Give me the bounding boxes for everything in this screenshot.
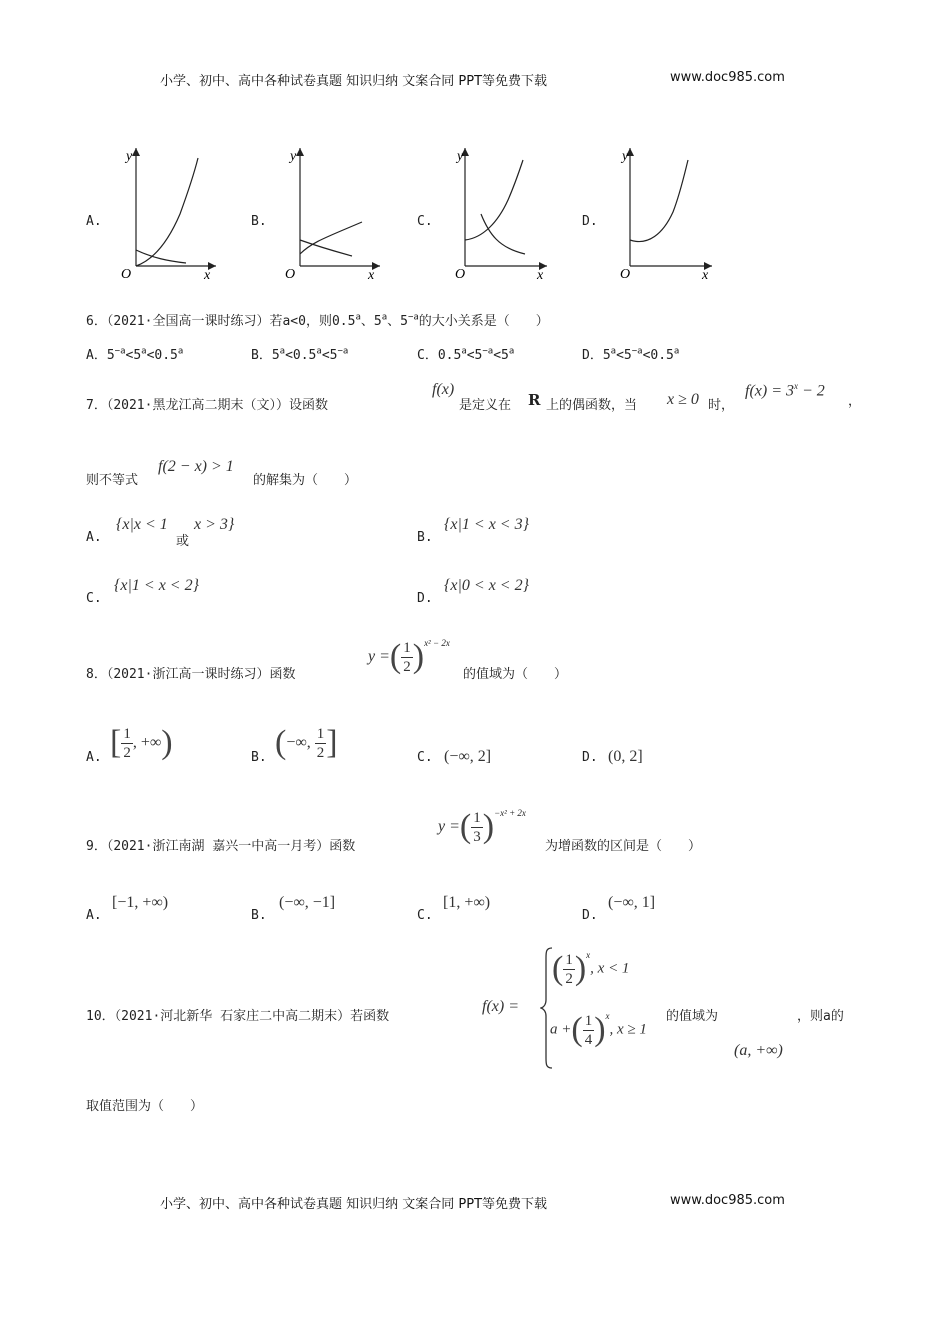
q5a-y-label: y [126,149,133,164]
q7-stem-head [86,394,328,413]
q9-option-c-label: C. [417,908,433,923]
q5a-x-label: x [204,268,211,280]
q7-line2-a: 则不等式 [86,473,139,488]
q7-option-a-label: A. [86,530,102,545]
footer-text: 小学、初中、高中各种试卷真题 知识归纳 文案合同 PPT等免费下载 [160,1197,548,1212]
q9-option-b-val: (−∞, −1] [279,894,336,911]
q8-option-a: [ $\frac{1}{2}$ , +∞) [110,724,173,761]
q6-option-b: B．$5^a<0.5^a<5^{-a}$ [251,346,349,363]
q7-stem-c: 上的偶函数，当 [546,398,638,413]
q8-formula: y =( $\frac{1}{2}$ )$^{x^2 - 2x}$ [368,638,450,675]
q5-option-c-label: C. [417,214,433,229]
q7-option-a-set-right: x > 3} [194,516,235,533]
q8-option-d-label: D. [582,750,598,765]
q6-option-d: D．$5^a<5^{-a}<0.5^a$ [582,346,680,363]
q9-option-c-val: [1, +∞) [443,894,491,911]
q10-stem-head: 10．（2021·河北新华 石家庄二中高二期末）若函数 [86,1009,390,1024]
q9-formula: y =( $\frac{1}{3}$ )$^{-x^2 + 2x}$ [438,808,526,845]
q5-graph-d [608,142,718,280]
q6-option-a: A．$5^{-a}<5^a<0.5^a$ [86,346,184,363]
header-text: 小学、初中、高中各种试卷真题 知识归纳 文案合同 PPT等免费下载 [160,74,548,89]
q5d-x-label: x [702,268,709,280]
q5b-y-label: y [290,149,297,164]
q8-option-c-label: C. [417,750,433,765]
header-site-link[interactable]: www.doc985.com [670,70,785,85]
q8-stem-b: 的值域为（ ） [463,667,568,682]
q10-stem-b: 的值域为 [666,1009,719,1024]
q7-stem-d: 时， [708,398,735,413]
q7-source: （2021·黑龙江高二期末（文）） [106,398,289,413]
q7-cond: x ≥ 0 [667,391,699,408]
q5c-y-label: y [457,149,464,164]
q7-def: $f(x) = 3^x - 2$ [745,381,825,400]
q9-stem-head: 9．（2021·浙江南湖 嘉兴一中高一月考）函数 [86,839,356,854]
q6-option-c: C．$0.5^a<5^{-a}<5^a$ [417,346,515,363]
q9-option-a-val: [−1, +∞) [112,894,169,911]
q5c-x-label: x [537,268,544,280]
q10-case2: a +( $\frac{1}{4}$ )$^x$, x ≥ 1 [550,1011,647,1048]
q7-option-d-label: D. [417,591,433,606]
q7-ineq: f(2 − x) > 1 [158,458,234,475]
q8-option-a-label: A. [86,750,102,765]
q5c-origin-label: O [455,267,466,280]
q5-option-b-label: B. [251,214,267,229]
q7-fx: f(x) [432,381,455,398]
q8-option-c-val: (−∞, 2] [444,748,492,765]
q9-option-d-val: (−∞, 1] [608,894,656,911]
q5d-y-label: y [622,149,629,164]
q5-option-d-label: D. [582,214,598,229]
q10-stem-c: ，则a的 [797,1009,844,1024]
q9-option-d-label: D. [582,908,598,923]
q6-term-exp: −a [407,312,419,323]
q7-option-d-set: {x|0 < x < 2} [444,577,529,594]
q6-source: （2021·全国高一课时练习） [106,314,270,329]
q5b-origin-label: O [285,267,296,280]
q7-number: 7． [86,398,107,413]
q7-stem-b: 是定义在 [459,398,512,413]
q5-graph-a [108,142,218,280]
q6-stem-pre: 若a<0，则 [269,314,332,329]
q9-stem-b: 为增函数的区间是（ ） [545,839,702,854]
q7-option-c-label: C. [86,591,102,606]
q6-term-exp: a [355,312,361,323]
q6-term-exp: a [381,312,388,323]
q7-line2-b: 的解集为（ ） [253,473,358,488]
q10-line2: 取值范围为（ ） [86,1099,204,1114]
q7-option-a-set-left: {x|x < 1 [116,516,168,533]
q6-stem-post: 的大小关系是（ ） [418,314,549,329]
q7-option-b-label: B. [417,530,433,545]
q5a-origin-label: O [121,267,132,280]
q7-stem-e: ， [848,394,862,409]
q8-option-d-val: (0, 2] [608,748,643,765]
q7-stem-a: 设函数 [288,398,328,413]
q6-term: 0.5 [331,314,356,329]
q6-term: 、5 [387,314,408,329]
q6-number: 6． [86,314,107,329]
q7-option-c-set: {x|1 < x < 2} [114,577,199,594]
q10-fx: f(x) = [482,998,519,1015]
q7-option-a-or: 或 [176,534,190,549]
q10-case1: ( $\frac{1}{2}$ )$^x$, x < 1 [552,950,630,987]
q8-option-b: (−∞, $\frac{1}{2}$ ] [275,724,338,761]
q7-stem-R: R [528,391,541,409]
q8-stem-head: 8．（2021·浙江高一课时练习）函数 [86,667,296,682]
q9-option-a-label: A. [86,908,102,923]
q5-graph-b [272,142,384,280]
q7-option-b-set: {x|1 < x < 3} [444,516,529,533]
q5-graph-c [443,142,553,280]
footer-site-link[interactable]: www.doc985.com [670,1193,785,1208]
q10-range: (a, +∞) [734,1042,783,1059]
q9-option-b-label: B. [251,908,267,923]
q8-option-b-label: B. [251,750,267,765]
q6-stem [86,310,549,329]
q6-term: 、5 [360,314,382,329]
q5b-x-label: x [368,268,375,280]
q5-option-a-label: A. [86,214,102,229]
q5d-origin-label: O [620,267,631,280]
